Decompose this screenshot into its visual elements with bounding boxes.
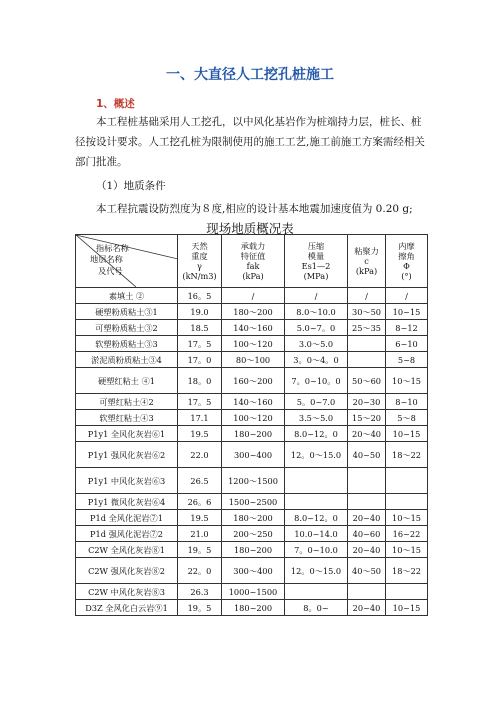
cohesion-cell: 20~40 — [348, 510, 386, 526]
compression-modulus-cell: 3.0～5.0 — [285, 336, 348, 352]
table-row — [76, 368, 428, 394]
compression-modulus-cell: 8.0~12。0 — [285, 426, 348, 442]
bearing-capacity-cell: 1200～1500 — [222, 468, 285, 494]
unit-weight-cell: 17。0 — [178, 352, 222, 368]
table-row — [76, 468, 428, 494]
header-text: 压缩 — [307, 241, 325, 251]
header-text: γ — [197, 261, 202, 271]
header-text: 粘聚力 — [354, 246, 379, 256]
header-text: 模量 — [307, 251, 325, 261]
friction-angle-cell — [386, 468, 428, 494]
stratum-name-cell: 可塑红粘土④2 — [76, 394, 178, 410]
bearing-capacity-cell: 180~200 — [222, 426, 285, 442]
bearing-capacity-cell: 300~400 — [222, 442, 285, 468]
table-row — [76, 584, 428, 600]
cohesion-cell: 15～20 — [348, 410, 386, 426]
header-text: (kPa) — [242, 271, 264, 281]
table-title: 现场地质概况表 — [206, 221, 294, 236]
bearing-capacity-cell: 160～200 — [222, 368, 285, 394]
cohesion-cell: 40~60 — [348, 526, 386, 542]
header-text: (kPa) — [355, 266, 378, 276]
section-title: 一、大直径人工挖孔桩施工 — [166, 67, 334, 83]
friction-angle-cell: 10～15 — [386, 510, 428, 526]
compression-modulus-cell: 8.0～10.0 — [285, 304, 348, 320]
header-text: fak — [246, 261, 260, 271]
cohesion-cell: 20～40 — [348, 426, 386, 442]
friction-angle-cell: 10~15 — [386, 426, 428, 442]
header-unit-weight — [178, 235, 222, 288]
unit-weight-cell: 17.1 — [178, 410, 222, 426]
compression-modulus-cell: 12。0～15.0 — [285, 442, 348, 468]
header-stratum-name: 地层名称 — [90, 254, 123, 264]
cohesion-cell: 30～50 — [348, 304, 386, 320]
stratum-name-cell: D3Z 全风化白云岩⑨1 — [76, 600, 178, 616]
bearing-capacity-cell: 140～160 — [222, 320, 285, 336]
unit-weight-cell: 22。0 — [178, 558, 222, 584]
compression-modulus-cell — [285, 494, 348, 510]
compression-modulus-cell: 7。0~10。0 — [285, 368, 348, 394]
table-row — [76, 600, 428, 616]
unit-weight-cell: 26.3 — [178, 584, 222, 600]
unit-weight-cell: 19.5 — [178, 510, 222, 526]
stratum-name-cell: 硬塑粉质粘土③1 — [76, 304, 178, 320]
overview-paragraph: 本工程桩基础采用人工挖孔，以中风化基岩作为桩端持力层，桩长、桩径按设计要求。人工挖孔桩为限制使用的施工工艺,施工前施工方案需经相关部门批准。 — [75, 116, 425, 168]
table-row — [76, 442, 428, 468]
diagonal-header-cell — [76, 235, 178, 288]
bearing-capacity-cell: 300～400 — [222, 558, 285, 584]
table-row — [76, 526, 428, 542]
compression-modulus-cell — [285, 584, 348, 600]
header-text: c — [364, 256, 369, 266]
cohesion-cell — [348, 584, 386, 600]
friction-angle-cell: 18～22 — [386, 442, 428, 468]
table-row — [76, 304, 428, 320]
unit-weight-cell: 19.5 — [178, 426, 222, 442]
compression-modulus-cell: 3.5～5.0 — [285, 410, 348, 426]
unit-weight-cell: 26。6 — [178, 494, 222, 510]
friction-angle-cell: / — [386, 288, 428, 304]
table-header-row — [76, 235, 428, 288]
table-row — [76, 394, 428, 410]
bearing-capacity-cell: 180～200 — [222, 510, 285, 526]
subsection-heading: 1、概述 — [96, 98, 135, 110]
compression-modulus-cell: 5。0~7.0 — [285, 394, 348, 410]
header-text: 承载力 — [240, 241, 266, 251]
table-row — [76, 352, 428, 368]
stratum-name-cell: P1y1 中风化灰岩⑥3 — [76, 468, 178, 494]
bearing-capacity-cell: 180~200 — [222, 542, 285, 558]
friction-angle-cell: 18～22 — [386, 558, 428, 584]
unit-weight-cell: 26.5 — [178, 468, 222, 494]
seismic-paragraph: 本工程抗震设防烈度为８度,相应的设计基本地震加速度值为 0.20 g; — [96, 203, 413, 215]
compression-modulus-cell: 8.0~12。0 — [285, 510, 348, 526]
unit-weight-cell: 17。5 — [178, 394, 222, 410]
table-row — [76, 510, 428, 526]
compression-modulus-cell: 12。0～15.0 — [285, 558, 348, 584]
cohesion-cell: 20~40 — [348, 600, 386, 616]
unit-weight-cell: 19。5 — [178, 600, 222, 616]
stratum-name-cell: P1y1 全风化灰岩⑥1 — [76, 426, 178, 442]
unit-weight-cell: 19。5 — [178, 542, 222, 558]
bearing-capacity-cell: / — [222, 288, 285, 304]
cohesion-cell — [348, 336, 386, 352]
table-row — [76, 494, 428, 510]
header-text: Es1—2 — [301, 261, 331, 271]
cohesion-cell — [348, 352, 386, 368]
stratum-name-cell: 淤泥质粉质粘土③4 — [76, 352, 178, 368]
geology-condition-label: （1）地质条件 — [96, 180, 166, 192]
bearing-capacity-cell: 1500~2500 — [222, 494, 285, 510]
unit-weight-cell: 19.0 — [178, 304, 222, 320]
header-indicator-name: 指标名称 — [96, 243, 129, 253]
cohesion-cell: 20~40 — [348, 542, 386, 558]
compression-modulus-cell: 8。0~ — [285, 600, 348, 616]
stratum-name-cell: 素填土 ② — [76, 288, 178, 304]
header-text: (°) — [401, 271, 412, 281]
stratum-name-cell: P1d 强风化泥岩⑦2 — [76, 526, 178, 542]
header-text: (MPa) — [303, 271, 329, 281]
cohesion-cell: / — [348, 288, 386, 304]
bearing-capacity-cell: 200～250 — [222, 526, 285, 542]
stratum-name-cell: C2W 全风化灰岩⑧1 — [76, 542, 178, 558]
header-friction-angle — [386, 235, 428, 288]
header-text: 天然 — [191, 241, 208, 251]
stratum-name-cell: P1d 全风化泥岩⑦1 — [76, 510, 178, 526]
friction-angle-cell: 8~12 — [386, 320, 428, 336]
friction-angle-cell: 5~8 — [386, 352, 428, 368]
friction-angle-cell — [386, 494, 428, 510]
friction-angle-cell: 6~10 — [386, 336, 428, 352]
unit-weight-cell: 21.0 — [178, 526, 222, 542]
unit-weight-cell: 16。5 — [178, 288, 222, 304]
cohesion-cell: 40~50 — [348, 442, 386, 468]
header-code: 及代号 — [98, 266, 123, 276]
table-row — [76, 410, 428, 426]
header-text: (kN/m3) — [182, 271, 217, 281]
table-row — [76, 288, 428, 304]
bearing-capacity-cell: 100～120 — [222, 336, 285, 352]
compression-modulus-cell: 10.0~14.0 — [285, 526, 348, 542]
compression-modulus-cell: / — [285, 288, 348, 304]
friction-angle-cell: 10~15 — [386, 600, 428, 616]
stratum-name-cell: 可塑粉质粘土③2 — [76, 320, 178, 336]
table-body — [76, 288, 428, 616]
bearing-capacity-cell: 1000~1500 — [222, 584, 285, 600]
header-text: 擦角 — [398, 251, 415, 261]
bearing-capacity-cell: 180~200 — [222, 600, 285, 616]
unit-weight-cell: 17。5 — [178, 336, 222, 352]
header-text: 特征值 — [240, 251, 266, 261]
cohesion-cell: 50～60 — [348, 368, 386, 394]
table-row — [76, 558, 428, 584]
cohesion-cell — [348, 494, 386, 510]
cohesion-cell: 25～35 — [348, 320, 386, 336]
friction-angle-cell: 8~10 — [386, 394, 428, 410]
header-cohesion — [348, 235, 386, 288]
friction-angle-cell: 10～15 — [386, 368, 428, 394]
compression-modulus-cell: 7。0~10.0 — [285, 542, 348, 558]
bearing-capacity-cell: 80～100 — [222, 352, 285, 368]
compression-modulus-cell: 3。0～4。0 — [285, 352, 348, 368]
stratum-name-cell: C2W 强风化灰岩⑧2 — [76, 558, 178, 584]
header-text: 重度 — [191, 251, 208, 261]
cohesion-cell: 20~30 — [348, 394, 386, 410]
friction-angle-cell: 5～8 — [386, 410, 428, 426]
cohesion-cell: 40～50 — [348, 558, 386, 584]
table-row — [76, 336, 428, 352]
bearing-capacity-cell: 180～200 — [222, 304, 285, 320]
unit-weight-cell: 18。0 — [178, 368, 222, 394]
stratum-name-cell: 硬塑红粘土 ④1 — [76, 368, 178, 394]
header-compression-modulus — [285, 235, 348, 288]
friction-angle-cell: 16~22 — [386, 526, 428, 542]
cohesion-cell — [348, 468, 386, 494]
stratum-name-cell: 软塑红粘土④3 — [76, 410, 178, 426]
friction-angle-cell: 10~15 — [386, 304, 428, 320]
header-bearing-capacity — [222, 235, 285, 288]
friction-angle-cell: 10～15 — [386, 542, 428, 558]
stratum-name-cell: 软塑粉质粘土③3 — [76, 336, 178, 352]
table-row — [76, 542, 428, 558]
stratum-name-cell: P1y1 微风化灰岩⑥4 — [76, 494, 178, 510]
compression-modulus-cell: 5.0~7。0 — [285, 320, 348, 336]
stratum-name-cell: C2W 中风化灰岩⑧3 — [76, 584, 178, 600]
unit-weight-cell: 18.5 — [178, 320, 222, 336]
header-text: Φ — [403, 261, 410, 271]
table-row — [76, 426, 428, 442]
table-row — [76, 320, 428, 336]
unit-weight-cell: 22.0 — [178, 442, 222, 468]
header-text: 内摩 — [398, 241, 415, 251]
bearing-capacity-cell: 140～160 — [222, 394, 285, 410]
bearing-capacity-cell: 100～120 — [222, 410, 285, 426]
compression-modulus-cell — [285, 468, 348, 494]
stratum-name-cell: P1y1 强风化灰岩⑥2 — [76, 442, 178, 468]
geology-table — [75, 234, 428, 616]
friction-angle-cell — [386, 584, 428, 600]
